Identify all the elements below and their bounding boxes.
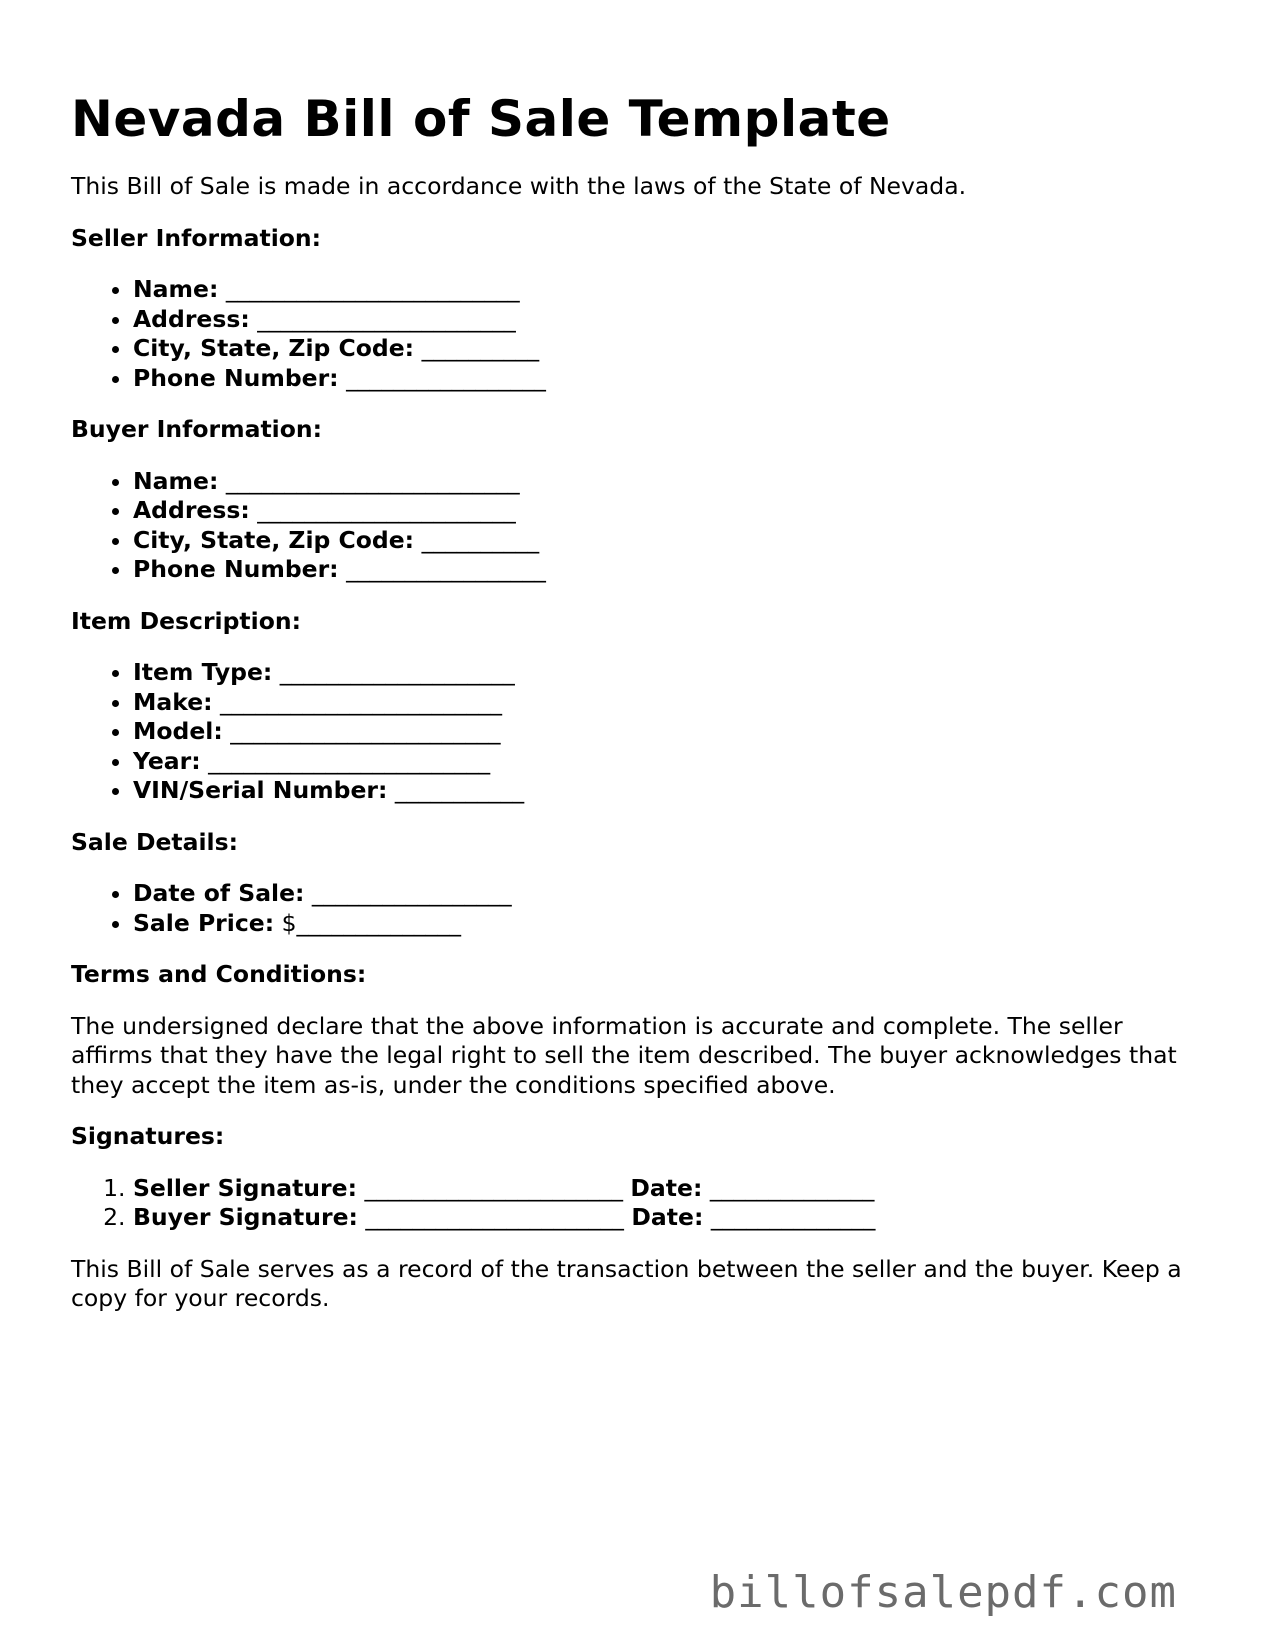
field-label: Year: [133, 746, 201, 775]
field-blank: ________________________ [212, 687, 503, 716]
field-label: City, State, Zip Code: [133, 334, 415, 362]
signatures-heading: Signatures: [71, 1122, 225, 1150]
sale-price-item [133, 909, 1211, 939]
field-label: Phone Number: [133, 363, 339, 392]
watermark: billofsalepdf.com [709, 1567, 1177, 1618]
sale-date-item [133, 879, 1211, 909]
seller-list [71, 275, 1211, 393]
field-blank: _______________________ [222, 717, 501, 745]
field-label: City, State, Zip Code: [133, 525, 415, 554]
field-label: Address: [133, 304, 250, 333]
field-blank: __________ [414, 334, 540, 362]
signatures-list [71, 1174, 1211, 1233]
field-label: Date of Sale: [133, 879, 305, 907]
field-label: VIN/Serial Number: [133, 776, 388, 804]
field-label: Sale Price: [133, 908, 275, 937]
item-heading: Item Description: [71, 606, 301, 635]
seller-name-item [133, 275, 1211, 305]
seller-address-item [133, 305, 1211, 335]
field-blank: ______________________ [356, 1173, 631, 1202]
field-blank: ____________________ [272, 658, 515, 686]
field-blank: ______________________ [249, 496, 516, 524]
buyer-list [71, 467, 1211, 585]
field-blank: ______________________ [357, 1203, 632, 1231]
item-vin-item [133, 776, 1211, 806]
field-blank: _________________ [338, 555, 546, 583]
date-label: Date: [631, 1203, 704, 1231]
field-blank: _________________________ [218, 466, 520, 495]
field-blank: _________________ [304, 879, 512, 907]
seller-signature-item [133, 1174, 1211, 1204]
field-label: Make: [133, 687, 213, 716]
seller-heading: Seller Information: [71, 223, 322, 252]
item-list [71, 658, 1211, 806]
field-blank: _________________________ [218, 275, 520, 303]
item-year-item [133, 747, 1211, 777]
buyer-address-item [133, 496, 1211, 526]
date-label: Date: [630, 1173, 703, 1202]
buyer-name-item [133, 467, 1211, 497]
field-label: Seller Signature: [133, 1173, 357, 1202]
date-blank: ______________ [703, 1203, 876, 1231]
seller-city-item [133, 334, 1211, 364]
page-title: Nevada Bill of Sale Template [71, 90, 891, 148]
item-type-item [133, 658, 1211, 688]
field-blank: __________ [414, 525, 540, 554]
seller-phone-item [133, 364, 1211, 394]
terms-text: The undersigned declare that the above information is accurate and complete. The seller affirms that they have the legal right to sell the item described. The buyer acknowledges that they accept the item as-is, under the conditions specified above. [71, 1011, 1177, 1099]
item-model-item [133, 717, 1211, 747]
closing-text: This Bill of Sale serves as a record of the transaction between the seller and the buyer. Keep a copy for your records. [71, 1254, 1182, 1312]
field-blank: ______________________ [249, 304, 516, 333]
sale-heading: Sale Details: [71, 827, 238, 856]
field-blank: ___________ [387, 776, 525, 804]
field-blank: $______________ [274, 908, 462, 937]
field-label: Model: [133, 717, 223, 745]
buyer-signature-item [133, 1203, 1211, 1233]
field-label: Name: [133, 275, 219, 303]
intro-text: This Bill of Sale is made in accordance with the laws of the State of Nevada. [71, 172, 967, 200]
field-label: Phone Number: [133, 555, 339, 583]
field-blank: ________________________ [200, 746, 491, 775]
sale-list [71, 879, 1211, 938]
document-page [71, 86, 1211, 1336]
field-label: Buyer Signature: [133, 1203, 358, 1231]
buyer-heading: Buyer Information: [71, 415, 323, 443]
field-label: Item Type: [133, 658, 273, 686]
item-make-item [133, 688, 1211, 718]
date-blank: ______________ [702, 1173, 875, 1202]
field-blank: _________________ [338, 363, 546, 392]
buyer-phone-item [133, 555, 1211, 585]
terms-heading: Terms and Conditions: [71, 960, 367, 988]
field-label: Address: [133, 496, 250, 524]
field-label: Name: [133, 466, 219, 495]
buyer-city-item [133, 526, 1211, 556]
